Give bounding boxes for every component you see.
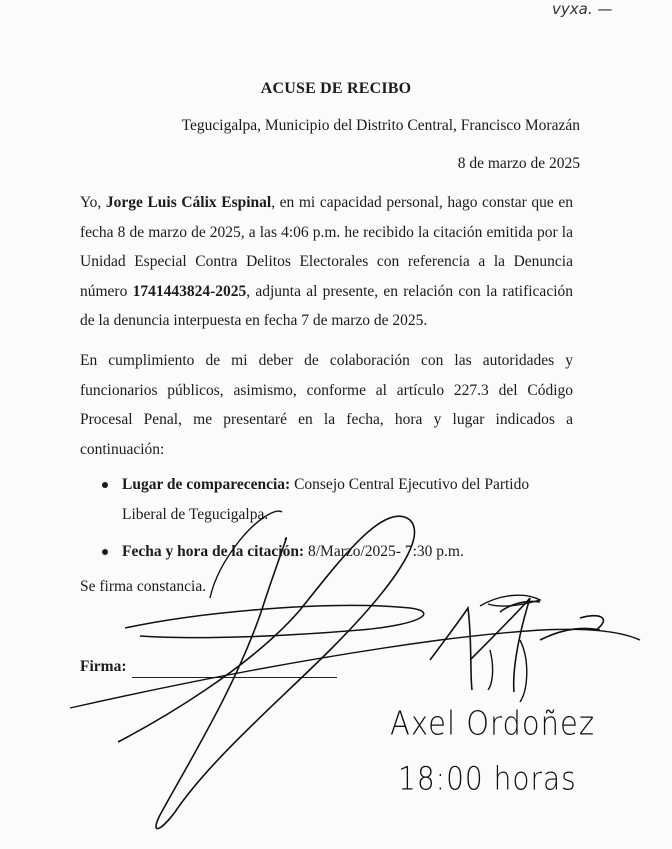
bullet-location: [102, 470, 552, 529]
paragraph-commitment: En cumplimiento de mi deber de colaboración con las autoridades y funcionarios públicos, asimismo, conforme al artículo 227.3 del Código Procesal Penal, me presentaré en la fecha, hora y lugar indicados a continuación:: [80, 352, 573, 458]
bullet-value: Consejo Central Ejecutivo del Partido Liberal de Tegucigalpa.: [122, 476, 530, 523]
bullet-label: Fecha y hora de la citación:: [122, 543, 305, 560]
place-line: Tegucigalpa, Municipio del Distrito Central, Francisco Morazán: [181, 117, 580, 134]
signature-scribble-2: [125, 605, 424, 637]
signature-right-1: [430, 598, 603, 692]
paragraph-receipt: [80, 188, 573, 336]
bullet-dot-icon: [102, 549, 108, 555]
paragraph1-suffix: , adjunta al presente, en relación con la ratificación de la denuncia interpuesta en fecha 7 de marzo de 2025.: [80, 282, 573, 329]
list-item: [102, 470, 552, 529]
complaint-number: 1741443824-2025: [132, 282, 247, 300]
signer-name: Jorge Luis Cálix Espinal: [105, 194, 272, 211]
list-item: [102, 537, 552, 567]
signature-scribble-3: [70, 629, 640, 708]
signature-line: [132, 677, 337, 678]
bullet-datetime: [102, 537, 552, 567]
bullet-dot-icon: [102, 482, 108, 488]
signature-label: Firma:: [80, 658, 127, 675]
paragraph1-middle: , en mi capacidad personal, hago constar que en fecha 8 de marzo de 2025, a las 4:06 p.m. he recibido la citación emitida por la Unidad Especial Contra Delitos Electorales con referencia a la Denuncia número: [80, 194, 573, 300]
bullet-label: Lugar de comparecencia:: [122, 476, 291, 493]
date-line: 8 de marzo de 2025: [457, 155, 580, 172]
signature-right-2: [480, 595, 540, 606]
corner-handwritten-note: vyxa. —: [552, 0, 613, 18]
bullet-value: 8/Marzo/2025- 7:30 p.m.: [304, 543, 464, 560]
closing-statement: Se firma constancia.: [80, 578, 207, 595]
handwritten-name: Axel Ordoñez: [390, 703, 596, 743]
document-title: ACUSE DE RECIBO: [260, 80, 412, 97]
signature-right-3: [488, 640, 527, 702]
handwritten-time: 18:00 horas: [398, 759, 577, 798]
paragraph1-prefix: Yo,: [80, 194, 106, 211]
